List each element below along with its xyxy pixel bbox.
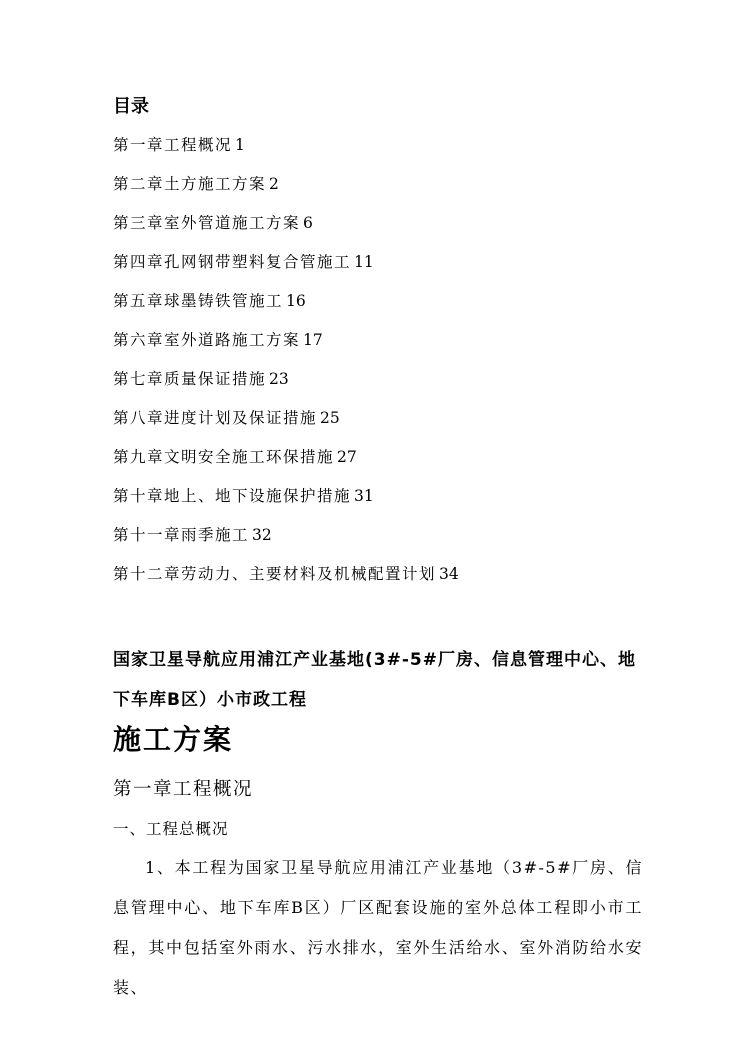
toc-item-label: 第十章地上、地下设施保护措施 <box>113 487 352 505</box>
toc-item-page: 6 <box>303 214 313 232</box>
toc-item[interactable] <box>113 447 459 486</box>
toc-item[interactable] <box>113 486 459 525</box>
toc-item[interactable] <box>113 213 459 252</box>
toc-item[interactable] <box>113 564 459 603</box>
body-paragraph: 1、本工程为国家卫星导航应用浦江产业基地（3#-5#厂房、信息管理中心、地下车库B区）厂区配套设施的室外总体工程即小市工程，其中包括室外雨水、污水排水，室外生活给水、室外消防给水安装、 <box>113 858 643 997</box>
toc-item[interactable] <box>113 369 459 408</box>
chapter-title: 第一章工程概况 <box>113 779 254 800</box>
toc-item-label: 第五章球墨铸铁管施工 <box>113 292 284 310</box>
toc-item-label: 第二章土方施工方案 <box>113 175 267 193</box>
toc-item-page: 2 <box>269 175 279 193</box>
toc-item[interactable] <box>113 135 459 174</box>
toc-heading: 目录 <box>113 96 149 117</box>
plan-title: 施工方案 <box>113 723 234 756</box>
toc-item-label: 第十一章雨季施工 <box>113 526 250 544</box>
toc-item-label: 第十二章劳动力、主要材料及机械配置计划 <box>113 565 437 583</box>
toc-item-page: 16 <box>286 292 306 310</box>
toc-item[interactable] <box>113 252 459 291</box>
toc-item[interactable] <box>113 408 459 447</box>
toc-item[interactable] <box>113 330 459 369</box>
section-title: 一、工程总概况 <box>113 820 229 838</box>
toc-item-label: 第三章室外管道施工方案 <box>113 214 301 232</box>
toc-item-page: 25 <box>320 409 340 427</box>
project-title: 国家卫星导航应用浦江产业基地(3#-5#厂房、信息管理中心、地下车库B区）小市政工程 <box>113 650 636 710</box>
toc-item[interactable] <box>113 525 459 564</box>
toc-item-page: 17 <box>303 331 323 349</box>
toc-item-page: 34 <box>439 565 459 583</box>
toc-item-page: 32 <box>252 526 272 544</box>
toc-item-label: 第九章文明安全施工环保措施 <box>113 448 335 466</box>
toc-item-page: 11 <box>354 253 374 271</box>
toc-item-page: 31 <box>354 487 374 505</box>
toc-item-label: 第八章进度计划及保证措施 <box>113 409 318 427</box>
toc-item-page: 1 <box>235 136 245 154</box>
toc-item-page: 23 <box>269 370 289 388</box>
toc-item-label: 第六章室外道路施工方案 <box>113 331 301 349</box>
toc-item-label: 第一章工程概况 <box>113 136 233 154</box>
table-of-contents <box>113 135 459 603</box>
toc-item[interactable] <box>113 174 459 213</box>
toc-item-page: 27 <box>337 448 357 466</box>
toc-item-label: 第四章孔网钢带塑料复合管施工 <box>113 253 352 271</box>
toc-item-label: 第七章质量保证措施 <box>113 370 267 388</box>
toc-item[interactable] <box>113 291 459 330</box>
